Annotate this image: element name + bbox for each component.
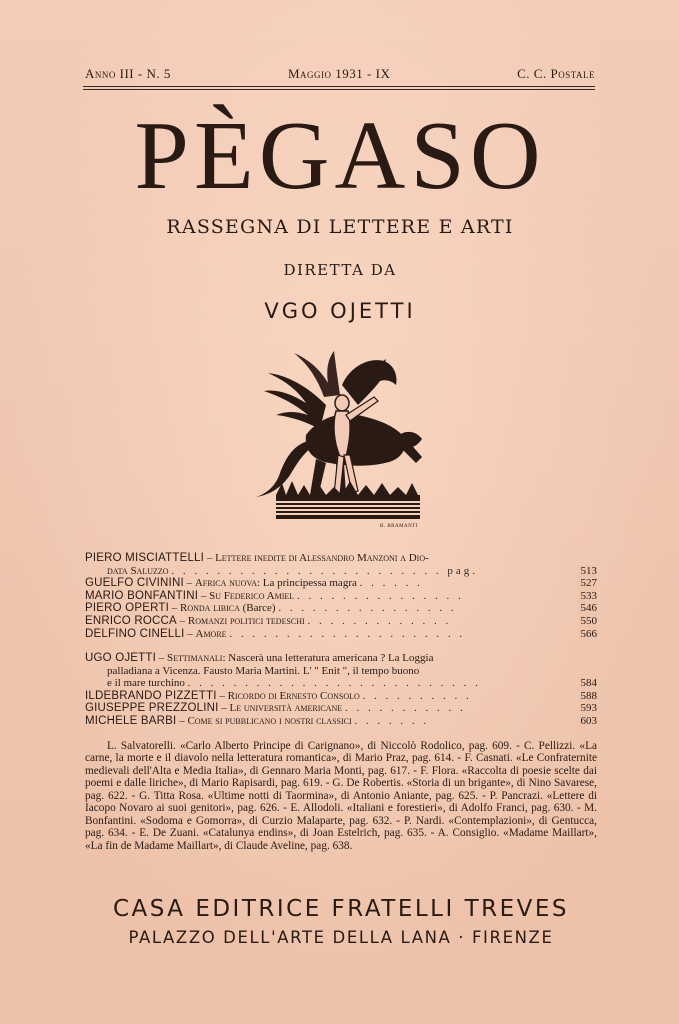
toc-entry: MICHELE BARBI – Come si pubblicano i nostri classici . . . . . . . 603 [85,714,597,727]
toc-entry: GIUSEPPE PREZZOLINI – Le università americane . . . . . . . . . . . 593 [85,702,597,715]
toc-title: Ronda libica [179,602,240,615]
toc-author: MICHELE BARBI [85,714,177,727]
toc-title-cont: data Saluzzo [107,564,169,577]
reviews-text: L. Salvatorelli. «Carlo Alberto Principe di Carignano», di Niccolò Rodolico, pag. 609. - C. Pellizzi. «La carne, la morte e il diavolo nella letteratura romantica», di Mario Praz, pag. 614. - F. Casnati. «Le Confraternite medievali dell'Alta e Media Italia», di Gennaro Maria Monti, pag. 617. - F. Flora. «Raccolta di poesie scelte dai poemi e dalle liriche», di Mario Rapisardi, pag. 619. - G. De Robertis. «Storia di un brigante», di Nino Savarese, pag. 622. - G. Titta Rosa. «Ultime notti di Taormina», di Antonio Aniante, pag. 625. - P. Pancrazi. «Lettere di Iacopo Novaro ai suoi genitori», pag. 626. - E. Allodoli. «Italiani e forestieri», di Adolfo Franci, pag. 630. - M. Bonfantini. «Sodoma e Gomorra», di Curzio Malaparte, pag. 632. - P. Nardi. «Contemplazioni», di Gentucca, pag. 634. - E. De Zuani. «Catalunya endins», di Joan Estelrich, pag. 635. - A. Consiglio. «Madame Maillart», «La fin de Madame Maillart», di Claude Aveline, pag. 638. [85,740,597,852]
toc-leader: . . . . . . . . . . . . . . . . [278,602,457,615]
toc-author: UGO OJETTI [85,652,156,664]
magazine-title: PÈGASO [134,102,546,210]
toc-entry: DELFINO CINELLI – Amore . . . . . . . . . . . . . . . . . . . . . 566 [85,627,597,640]
issue-number: Anno III - N. 5 [85,66,171,81]
toc-leader: . . . . . . . . . . . . . . . . . . . . . . . . . . [187,677,481,690]
toc-leader: . . . . . . [359,577,423,590]
toc-entry: GUELFO CIVININI – Africa nuova: La principessa magra . . . . . . 527 [85,577,597,590]
toc-page-number: 527 [578,577,598,590]
toc-title: Amore [195,627,227,640]
toc-entry: UGO OJETTI – Settimanali: Nascerà una letteratura americana ? La Loggia [85,652,434,664]
toc-author: GUELFO CIVININI [85,577,184,590]
toc-title: Su Federico Amiel [209,589,295,602]
toc-author: MARIO BONFANTINI [85,589,199,602]
toc-title: Come si pubblicano i nostri classici [187,714,352,727]
toc-entry-continuation [85,565,597,578]
toc-author: GIUSEPPE PREZZOLINI [85,702,219,715]
toc-title: Lettere inedite di Alessandro Manzoni a Dio- [215,552,429,564]
toc-page-number: 593 [578,702,598,715]
magazine-subtitle: RASSEGNA DI LETTERE E ARTI [166,216,514,238]
toc-page-number: 603 [578,715,598,728]
editor-name: VGO OJETTI [264,299,416,323]
toc-page-number: 533 [578,590,598,603]
contents-list-b [85,652,597,728]
engraver-signature: B. BRAMANTI [380,524,419,529]
toc-page-number: 566 [578,628,598,641]
toc-leader: . . . . . . . . . . . . . . . . . . . . . . . . pag. [171,564,478,577]
toc-title-tail: : Nascerà una letteratura americana ? La Loggia [222,652,434,664]
toc-entry: ENRICO ROCCA – Romanzi politici tedeschi . . . . . . . . . . . . . 550 [85,614,597,627]
toc-author: ENRICO ROCCA [85,614,177,627]
toc-title: Ricordo di Ernesto Consolo [227,689,360,702]
reviews-paragraph [85,740,597,852]
toc-entry-continuation [85,665,597,678]
toc-author: ILDEBRANDO PIZZETTI [85,689,217,702]
toc-title-cont: e il mare turchino [107,677,185,690]
toc-leader: . . . . . . . . . . [362,689,472,702]
toc-leader: . . . . . . . . . . . . . [307,614,452,627]
toc-leader: . . . . . . . [354,714,430,727]
toc-author: DELFINO CINELLI [85,627,185,640]
toc-title: Africa nuova [194,577,257,590]
pegasus-rider-woodcut-icon [246,345,436,535]
toc-leader: . . . . . . . . . . . [344,702,466,715]
toc-entry: ILDEBRANDO PIZZETTI – Ricordo di Ernesto Consolo . . . . . . . . . . 588 [85,689,597,702]
issue-header [85,66,595,84]
toc-author: PIERO OPERTI [85,602,169,615]
toc-title: Settimanali [167,652,223,664]
toc-entry: PIERO MISCIATTELLI – Lettere inedite di Alessandro Manzoni a Dio- [85,552,429,564]
issue-date: Maggio 1931 - IX [288,66,391,81]
toc-page-number: 584 [578,677,598,690]
toc-page-number: 550 [578,615,598,628]
directed-by-label: DIRETTA DA [283,261,397,279]
toc-page-number: 546 [578,602,598,615]
toc-title-tail: (Barce) [239,602,276,615]
postal-note: C. C. Postale [517,66,595,81]
header-rule-double [83,89,595,90]
toc-title: Le università americane [229,702,343,715]
toc-page-number: 513 [578,565,598,578]
toc-leader: . . . . . . . . . . . . . . . [296,589,464,602]
publisher-name: CASA EDITRICE FRATELLI TREVES [112,896,570,922]
toc-entry-continuation [85,677,597,690]
toc-title-tail: : La principessa magra [256,577,357,590]
contents-list-a [85,552,597,640]
toc-title-cont: palladiana a Vicenza. Fausto Maria Martini. L' " Enit ", il tempo buono [107,664,420,677]
header-rule [83,86,595,87]
toc-page-number: 588 [578,690,598,703]
toc-title: Romanzi politici tedeschi [187,614,305,627]
toc-entry: PIERO OPERTI – Ronda libica (Barce) . . . . . . . . . . . . . . . . 546 [85,602,597,615]
publisher-address: PALAZZO DELL'ARTE DELLA LANA · FIRENZE [128,928,554,947]
toc-entry: MARIO BONFANTINI – Su Federico Amiel . . . . . . . . . . . . . . . 533 [85,589,597,602]
toc-author: PIERO MISCIATTELLI [85,552,205,564]
toc-leader: . . . . . . . . . . . . . . . . . . . . . [229,627,466,640]
